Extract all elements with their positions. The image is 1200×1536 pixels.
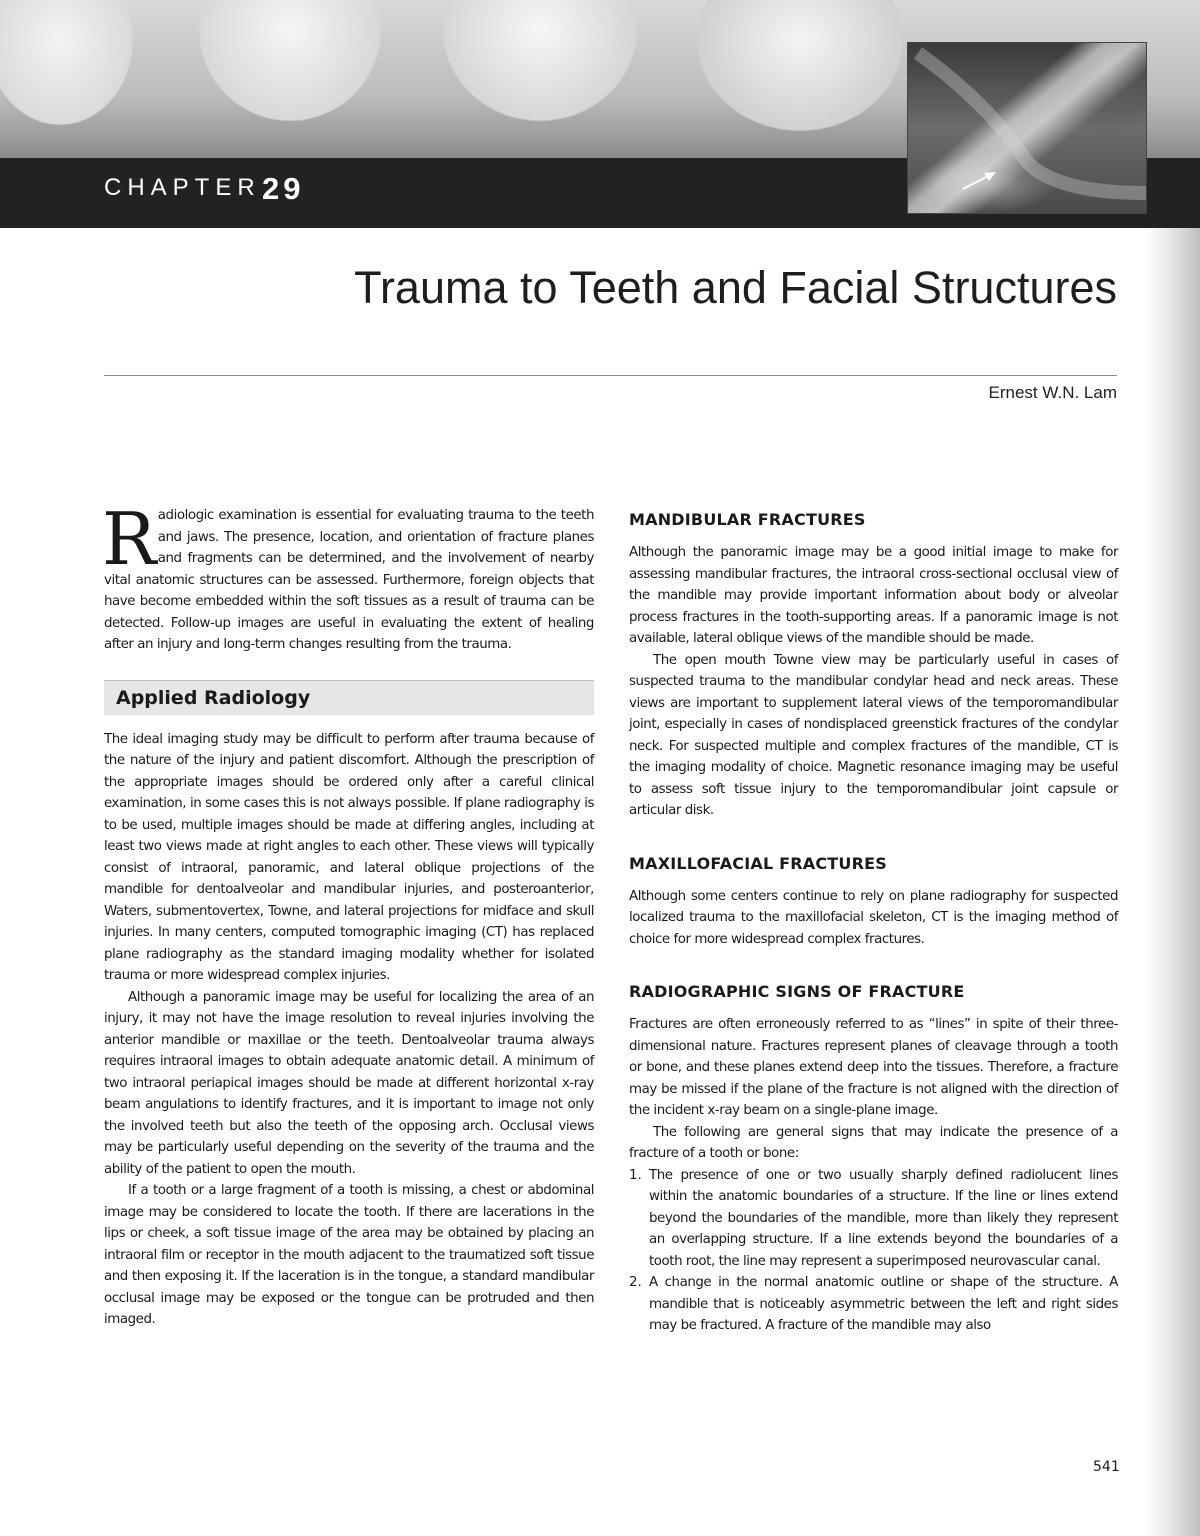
body-paragraph: Although some centers continue to rely on plane radiography for suspected localized trauma to the maxillofacial skeleton, CT is the imaging method of choice for more widespread complex fractures. <box>629 888 1118 947</box>
list-item <box>629 1165 1118 1273</box>
heading-mandibular-fractures: MANDIBULAR FRACTURES <box>629 510 866 529</box>
list-item-number: 1. <box>629 1167 642 1183</box>
chapter-title: Trauma to Teeth and Facial Structures <box>354 262 1117 313</box>
intro-paragraph <box>102 497 594 656</box>
body-paragraph: Although a panoramic image may be useful for localizing the area of an injury, it may not have the image resolution to reveal injuries involving the anterior mandible or maxillae or the teeth. Dentoalveolar trauma always requires intraoral images to obtain adequate anatomic detail. A minimum of two intraoral periapical images should be made at different horizontal x-ray beam angulations to identify fractures, and it is important to image not only the involved teeth but also the teeth of the opposing arch. Occlusal views may be particularly useful depending on the severity of the trauma and the ability of the patient to open the mouth. <box>104 989 594 1177</box>
title-divider <box>104 375 1117 376</box>
heading-radiographic-signs: RADIOGRAPHIC SIGNS OF FRACTURE <box>629 982 965 1001</box>
mandible-xray-image <box>907 42 1147 214</box>
fracture-signs-list <box>629 1165 1118 1337</box>
intro-text: adiologic examination is essential for evaluating trauma to the teeth and jaws. The presence, location, and orientation of fracture planes and fragments can be determined, and the involvement of nearby vital anatomic structures can be assessed. Furthermore, foreign objects that have become embedded within the soft tissues as a result of trauma can be detected. Follow-up images are useful in evaluating the extent of healing after an injury and long-term changes resulting from the trauma. <box>104 508 594 652</box>
body-paragraph: Although the panoramic image may be a good initial image to make for assessing mandibular fractures, the intraoral cross-sectional occlusal view of the mandible may provide important information about body or alveolar process fractures in the tooth-supporting areas. If a panoramic image is not available, lateral oblique views of the mandible should be made. <box>629 545 1118 646</box>
body-paragraph: The open mouth Towne view may be particularly useful in cases of suspected trauma to the mandibular condylar head and neck areas. These views are important to supplement lateral views of the temporomandibular joint, especially in cases of nondisplaced greenstick fractures of the condylar neck. For suspected multiple and complex fractures of the mandible, CT is the imaging modality of choice. Magnetic resonance imaging may be useful to assess soft tissue injury to the temporomandibular joint capsule or articular disk. <box>629 652 1118 818</box>
fracture-arrow-icon <box>908 43 1146 213</box>
section-heading-applied-radiology: Applied Radiology <box>104 680 594 715</box>
author-name: Ernest W.N. Lam <box>988 383 1117 402</box>
body-paragraph: The ideal imaging study may be difficult to perform after trauma because of the nature of the injury and patient discomfort. Although the prescription of the appropriate images should be ordered only after a careful clinical examination, in some cases this is not always possible. If plane radiography is to be used, multiple images should be made at differing angles, including at least two views made at right angles to each other. These views will typically consist of intraoral, panoramic, and lateral oblique projections of the mandible for dentoalveolar and mandibular injuries, and posteroanterior, Waters, submentovertex, Towne, and lateral projections for midface and skull injuries. In many centers, computed tomographic imaging (CT) has replaced plane radiography as the standard imaging modality whether for isolated trauma or more widespread complex injuries. <box>104 731 594 983</box>
chapter-label: CHAPTER <box>104 174 261 201</box>
page-number: 541 <box>1093 1459 1120 1475</box>
page-edge-shading <box>1146 228 1200 1536</box>
chapter-number: 29 <box>262 171 305 206</box>
list-item-text: The presence of one or two usually sharply defined radiolucent lines within the anatomic boundaries of a structure. If the line or lines extend beyond the boundaries of the mandible, more than likely they represent an overlapping structure. If a line extends beyond the boundaries of a tooth root, the line may represent a superimposed neurovascular canal. <box>649 1167 1118 1269</box>
left-column <box>102 497 594 1331</box>
right-column <box>629 508 1118 1337</box>
list-item <box>629 1272 1118 1337</box>
body-paragraph: Fractures are often erroneously referred to as “lines” in spite of their three-dimensional nature. Fractures represent planes of cleavage through a tooth or bone, and these planes extend deep into the tissues. Therefore, a fracture may be missed if the plane of the fracture is not aligned with the direction of the incident x-ray beam on a single-plane image. <box>629 1017 1118 1118</box>
body-paragraph: The following are general signs that may indicate the presence of a fracture of a tooth or bone: <box>629 1124 1118 1161</box>
drop-cap: R <box>102 497 156 581</box>
heading-maxillofacial-fractures: MAXILLOFACIAL FRACTURES <box>629 853 887 873</box>
body-paragraph: If a tooth or a large fragment of a tooth is missing, a chest or abdominal image may be considered to locate the tooth. If there are lacerations in the lips or cheek, a soft tissue image of the area may be obtained by placing an intraoral film or receptor in the mouth adjacent to the traumatized soft tissue and then exposing it. If the laceration is in the tongue, a standard mandibular occlusal image may be exposed or the tongue can be protruded and then imaged. <box>104 1183 594 1327</box>
list-item-text: A change in the normal anatomic outline or shape of the structure. A mandible that is noticeably asymmetric between the left and right sides may be fractured. A fracture of the mandible may also <box>649 1275 1118 1333</box>
list-item-number: 2. <box>629 1275 642 1290</box>
